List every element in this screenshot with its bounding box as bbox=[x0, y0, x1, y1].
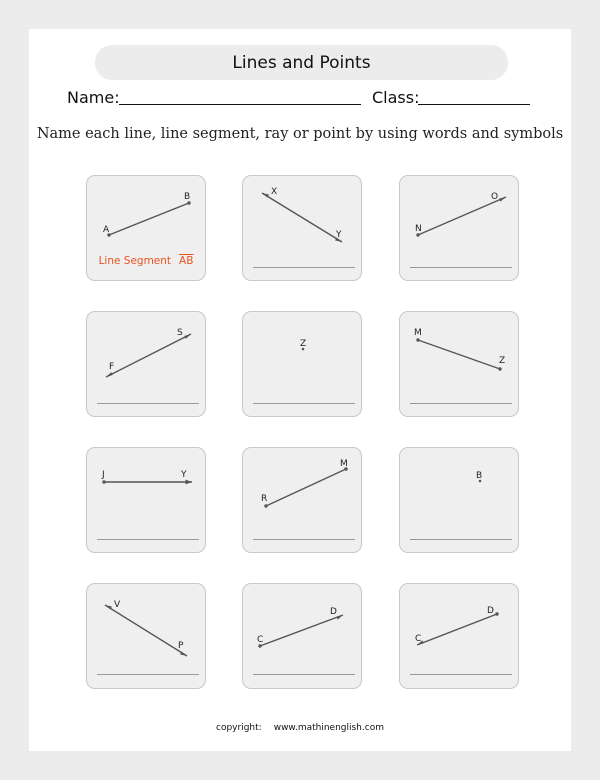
arrowhead bbox=[184, 334, 191, 339]
exercise-card-6 bbox=[399, 311, 519, 417]
example-answer bbox=[87, 255, 205, 267]
point-label: M bbox=[340, 459, 348, 469]
point-label: P bbox=[178, 641, 184, 651]
point-label: D bbox=[330, 607, 337, 617]
answer-line[interactable] bbox=[253, 674, 355, 675]
worksheet-title bbox=[95, 45, 508, 80]
ray bbox=[418, 197, 506, 235]
point-label: V bbox=[114, 600, 121, 610]
title-text: Lines and Points bbox=[232, 52, 371, 73]
line-segment bbox=[109, 203, 189, 235]
point-label: F bbox=[109, 362, 115, 372]
point-label: O bbox=[491, 192, 499, 202]
arrowhead bbox=[499, 197, 506, 202]
exercise-card-12 bbox=[399, 583, 519, 689]
answer-line[interactable] bbox=[97, 403, 199, 404]
point-label: M bbox=[414, 328, 422, 338]
point-label: C bbox=[415, 634, 422, 644]
line bbox=[106, 334, 191, 377]
point-label: B bbox=[184, 192, 191, 202]
instructions: Name each line, line segment, ray or point by using words and symbols bbox=[36, 126, 564, 142]
line bbox=[105, 605, 187, 656]
name-label: Name: bbox=[67, 88, 120, 107]
point-label: D bbox=[487, 606, 494, 616]
point-label: X bbox=[271, 187, 278, 197]
website-link[interactable]: www.mathinenglish.com bbox=[273, 723, 384, 733]
exercise-card-4 bbox=[86, 311, 206, 417]
point-label: Z bbox=[300, 339, 307, 349]
exercise-card-7 bbox=[86, 447, 206, 553]
answer-line[interactable] bbox=[253, 403, 355, 404]
endpoint bbox=[498, 367, 501, 370]
example-answer-text: Line Segment bbox=[98, 255, 172, 267]
point-label: Y bbox=[336, 230, 342, 240]
class-label: Class: bbox=[372, 88, 420, 107]
point-label: Z bbox=[499, 356, 506, 366]
endpoint bbox=[264, 504, 267, 507]
line bbox=[262, 193, 342, 242]
name-field[interactable] bbox=[119, 104, 361, 105]
exercise-card-9 bbox=[399, 447, 519, 553]
exercise-card-11 bbox=[242, 583, 362, 689]
point-label: C bbox=[257, 635, 264, 645]
point-label: Y bbox=[181, 470, 187, 480]
exercise-card-5 bbox=[242, 311, 362, 417]
answer-line[interactable] bbox=[410, 267, 512, 268]
exercise-card-10 bbox=[86, 583, 206, 689]
ray bbox=[260, 615, 343, 646]
answer-line[interactable] bbox=[410, 539, 512, 540]
answer-line[interactable] bbox=[97, 539, 199, 540]
answer-line[interactable] bbox=[253, 267, 355, 268]
line-segment bbox=[418, 340, 500, 369]
exercise-card-8 bbox=[242, 447, 362, 553]
point-label: J bbox=[102, 470, 105, 480]
answer-line[interactable] bbox=[410, 674, 512, 675]
exercise-card-3 bbox=[399, 175, 519, 281]
point-label: S bbox=[177, 328, 183, 338]
exercise-card-1 bbox=[86, 175, 206, 281]
answer-line[interactable] bbox=[97, 674, 199, 675]
ray bbox=[417, 614, 497, 645]
answer-line[interactable] bbox=[253, 539, 355, 540]
endpoint bbox=[416, 338, 419, 341]
answer-line[interactable] bbox=[410, 403, 512, 404]
endpoint bbox=[495, 612, 498, 615]
point-label: A bbox=[103, 225, 110, 235]
copyright-label: copyright: bbox=[216, 723, 262, 733]
arrowhead bbox=[106, 372, 113, 377]
arrowhead bbox=[186, 480, 193, 485]
exercise-card-2 bbox=[242, 175, 362, 281]
point-label: R bbox=[261, 494, 268, 504]
example-answer-symbol: $\overline{AB}$ bbox=[179, 255, 194, 267]
line-segment bbox=[266, 469, 346, 506]
class-field[interactable] bbox=[418, 104, 530, 105]
point-label: N bbox=[415, 224, 422, 234]
copyright-footer bbox=[0, 723, 600, 733]
endpoint bbox=[102, 480, 105, 483]
point-label: B bbox=[476, 471, 483, 481]
